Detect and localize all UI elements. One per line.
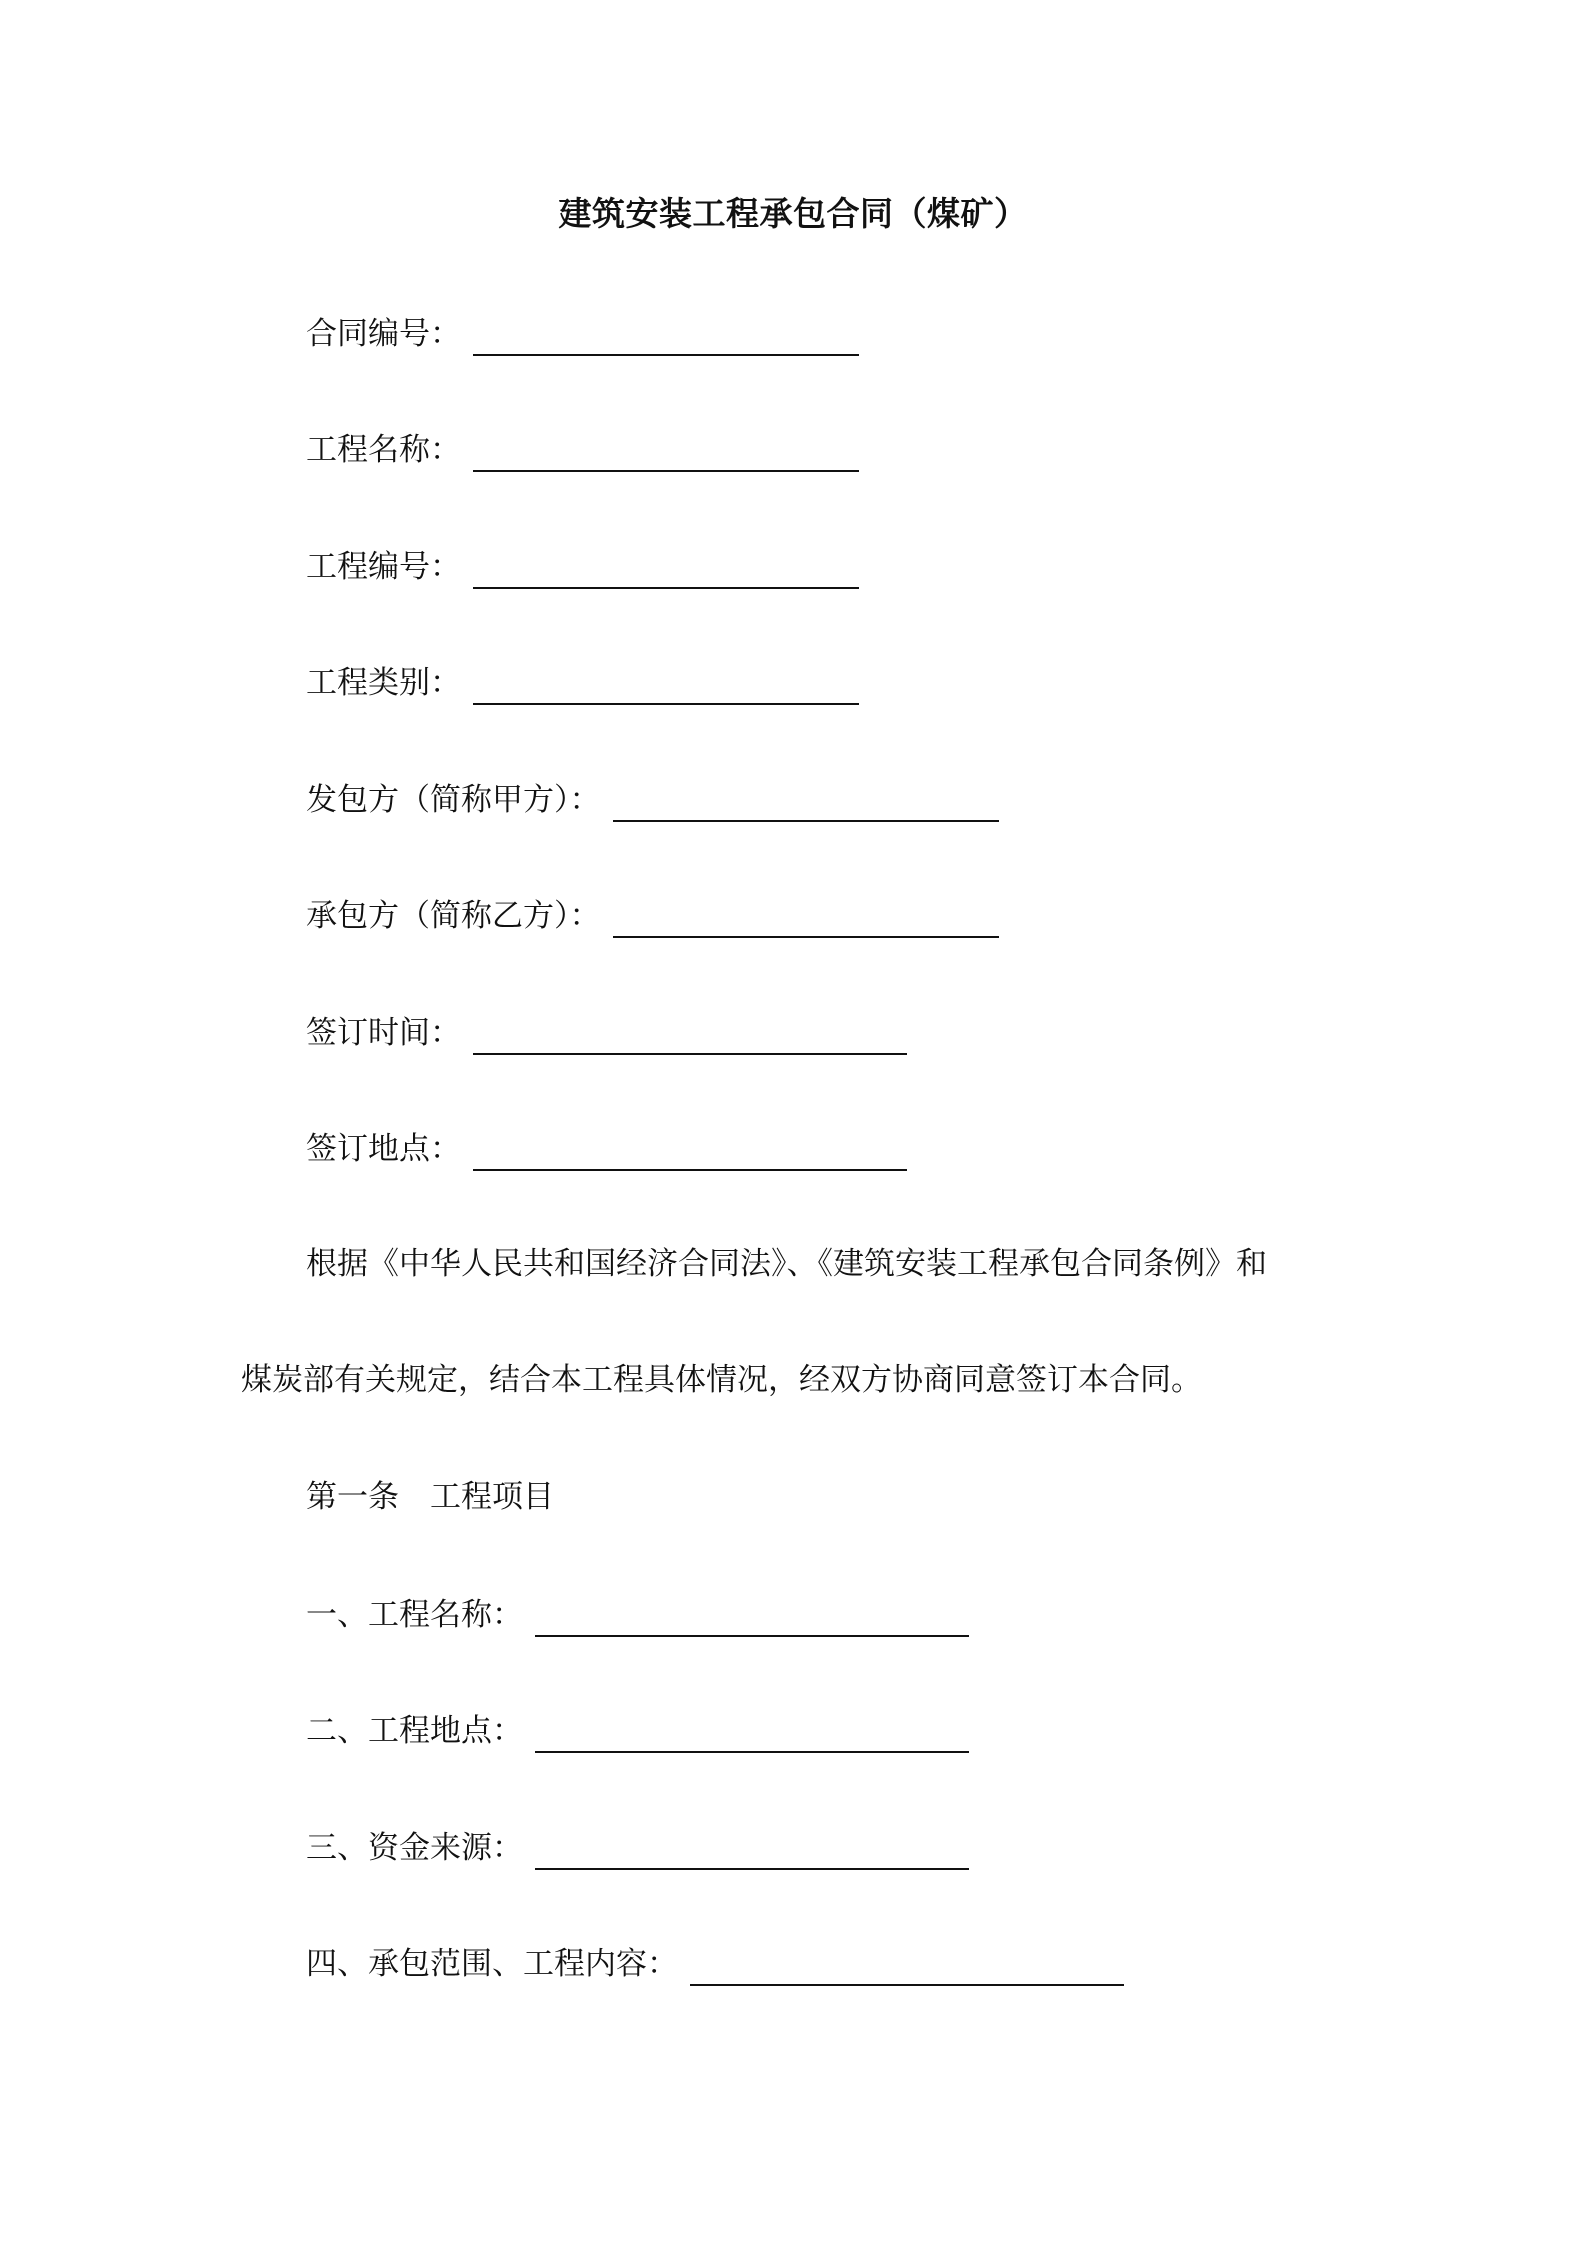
signing-date-blank[interactable]: [473, 1009, 907, 1055]
item-scope-field: [306, 1940, 1124, 1986]
contract-number-label: 合同编号：: [306, 316, 461, 352]
article-1-heading: 第一条 工程项目: [306, 1479, 554, 1515]
project-number-label: 工程编号：: [306, 549, 461, 585]
signing-date-label: 签订时间：: [306, 1015, 461, 1051]
item-project-name-blank[interactable]: [535, 1591, 969, 1637]
project-category-label: 工程类别：: [306, 665, 461, 701]
item-project-name-label: 一、工程名称：: [306, 1597, 523, 1633]
item-scope-blank[interactable]: [690, 1940, 1124, 1986]
item-scope-label: 四、承包范围、工程内容：: [306, 1946, 678, 1982]
item-funding-source-label: 三、资金来源：: [306, 1830, 523, 1866]
party-a-blank[interactable]: [613, 776, 999, 822]
signing-place-blank[interactable]: [473, 1125, 907, 1171]
signing-date-field: [306, 1009, 907, 1055]
project-number-field: [306, 543, 859, 589]
document-title: 建筑安装工程承包合同（煤矿）: [558, 194, 1028, 233]
party-b-label: 承包方（简称乙方）：: [306, 898, 601, 934]
party-a-field: [306, 776, 999, 822]
signing-place-field: [306, 1125, 907, 1171]
contract-number-field: [306, 310, 859, 356]
project-number-blank[interactable]: [473, 543, 859, 589]
item-project-location-blank[interactable]: [535, 1707, 969, 1753]
item-funding-source-blank[interactable]: [535, 1824, 969, 1870]
party-b-field: [306, 892, 999, 938]
preamble-line-2: 煤炭部有关规定，结合本工程具体情况，经双方协商同意签订本合同。: [241, 1362, 1202, 1398]
preamble-line-1: 根据《中华人民共和国经济合同法》、《建筑安装工程承包合同条例》和: [306, 1246, 1267, 1282]
project-name-label: 工程名称：: [306, 432, 461, 468]
item-project-location-label: 二、工程地点：: [306, 1713, 523, 1749]
project-name-blank[interactable]: [473, 426, 859, 472]
signing-place-label: 签订地点：: [306, 1131, 461, 1167]
item-project-location-field: [306, 1707, 969, 1753]
party-b-blank[interactable]: [613, 892, 999, 938]
item-project-name-field: [306, 1591, 969, 1637]
item-funding-source-field: [306, 1824, 969, 1870]
contract-number-blank[interactable]: [473, 310, 859, 356]
party-a-label: 发包方（简称甲方）：: [306, 782, 601, 818]
project-category-field: [306, 659, 859, 705]
project-name-field: [306, 426, 859, 472]
project-category-blank[interactable]: [473, 659, 859, 705]
